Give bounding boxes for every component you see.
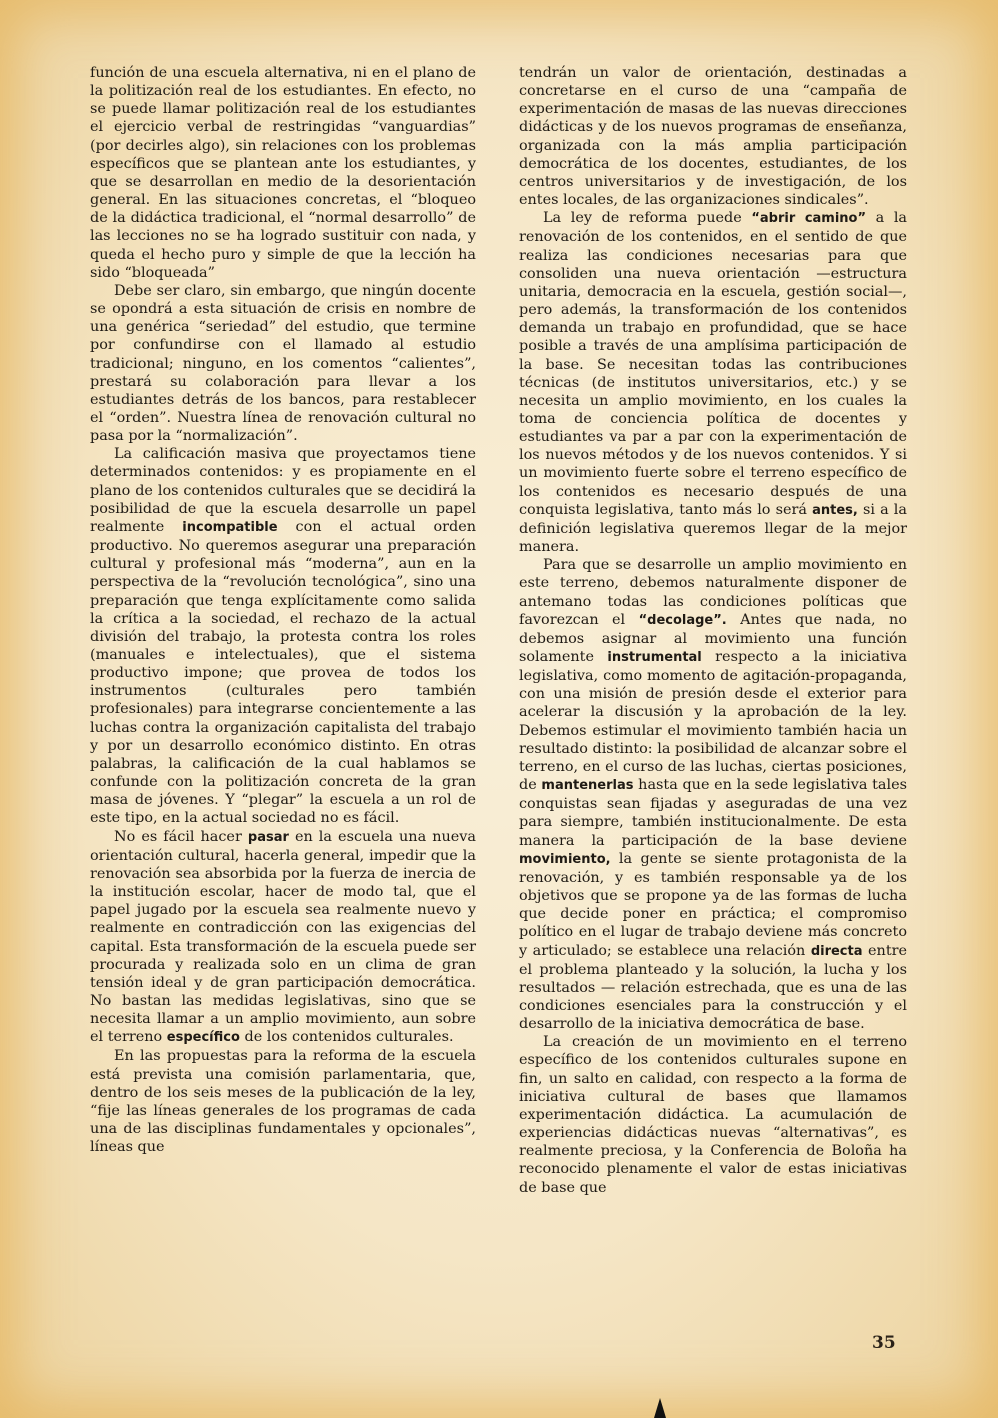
paragraph: La ley de reforma puede “abrir camino” a la renovación de los contenidos, en el sentido de que realiza las condiciones necesarias para que consoliden una nueva orientación —estructura unitaria, democracia en la escuela, gestión social—, pero además, la transformación de los contenidos demanda un trabajo en profundidad, que se hace posible a través de una amplísima participación de la base. Se necesitan todas las contribuciones técnicas (de institutos universitarios, etc.) y se necesita un amplio movimiento, en los cuales la toma de conciencia política de docentes y estudiantes va par a par con la experimentación de los nuevos métodos y de los nuevos contenidos. Y si un movimiento fuerte sobre el terreno específico de los contenidos es necesario después de una conquista legislativa, tanto más lo será antes, si a la definición legislativa queremos llegar de la mejor manera. xyxy=(519,210,908,556)
left-text-column xyxy=(90,64,476,1156)
paragraph: Para que se desarrolle un amplio movimiento en este terreno, debemos naturalmente disponer de antemano todas las condiciones políticas que favorezcan el “decolage”. Antes que nada, no debemos asignar al movimiento una función solamente instrumental respecto a la iniciativa legislativa, como momento de agitación-propaganda, con una misión de presión desde el exterior para acelerar la discusión y la aprobación de la ley. Debemos estimular el movimiento también hacia un resultado distinto: la posibilidad de alcanzar sobre el terreno, en el curso de las luchas, ciertas posiciones, de mantenerlas hasta que en la sede legislativa tales conquistas sean fijadas y aseguradas de una vez para siempre, también institucionalmente. De esta manera la participación de la base deviene movimiento, la gente se siente protagonista de la renovación, y es también responsable ya de los objetivos que se propone ya de las formas de lucha que decide poner en práctica; el compromiso político en el lugar de trabajo deviene más concreto y articulado; se establece una relación directa entre el problema planteado y la solución, la lucha y los resultados — relación estrechada, que es una de las condiciones esenciales para la construcción y el desarrollo de la iniciativa democrática de base. xyxy=(519,557,908,1033)
emphasis-incompatible: incompatible xyxy=(182,519,278,535)
emphasis-antes: antes, xyxy=(812,502,858,518)
paragraph-continued: tendrán un valor de orientación, destinadas a concretarse en el curso de una “campaña de experimentación de masas de las nuevas direcciones didácticas y de los nuevos programas de enseñanza, organizada con la más amplia participación democrática de los docentes, estudiantes, de los centros universitarios y de investigación, de los entes locales, de las organizaciones sindicales”. xyxy=(519,65,907,209)
emphasis-especifico: específico xyxy=(166,1030,240,1046)
emphasis-abrir-camino: “abrir camino” xyxy=(751,211,867,227)
paragraph: Debe ser claro, sin embargo, que ningún docente se opondrá a esta situación de crisis en nombre de una genérica “seriedad” del estudio, que termine por confundirse con el llamado al estudio tradicional; ninguno, en los comentos “calientes”, prestará su colaboración para llevar a los estudiantes detrás de los bancos, para restablecer el “orden”. Nuestra línea de renovación cultural no pasa por la “normalización”. xyxy=(90,282,476,445)
emphasis-mantenerlas: mantenerlas xyxy=(541,778,634,794)
emphasis-instrumental: instrumental xyxy=(607,650,702,665)
emphasis-movimiento: movimiento, xyxy=(519,851,611,867)
emphasis-pasar: pasar xyxy=(247,829,289,845)
paragraph: En las propuestas para la reforma de la escuela está prevista una comisión parlamentaria, que, dentro de los seis meses de la publicación de la ley, “fije las líneas generales de los programas de cada una de las disciplinas fundamentales y opcionales”, líneas que xyxy=(90,1048,476,1156)
paragraph: No es fácil hacer pasar en la escuela una nueva orientación cultural, hacerla general, impedir que la renovación sea absorbida por la fuerza de inercia de la institución escolar, hacer de modo tal, que el papel jugado por la escuela sea realmente nuevo y realmente en contradicción con las exigencias del capital. Esta transformación de la escuela puede ser procurada y realizada solo en un clima de gran tensión ideal y de gran participación democrática. No bastan las medidas legislativas, sino que se necesita llamar a un amplio movimiento, aun sobre el terreno específico de los contenidos culturales. xyxy=(90,828,476,1046)
paragraph: La calificación masiva que proyectamos tiene determinados contenidos: y es propiamente en el plano de los contenidos culturales que se decidirá la posibilidad de que la escuela desarrolle un papel realmente incompatible con el actual orden productivo. No queremos asegurar una preparación cultural y profesional más “moderna”, aun en la perspectiva de la “revolución tecnológica”, sino una preparación que tenga explícitamente como salida la crítica a la sociedad, el rechazo de la actual división del trabajo, la protesta contra los roles (manuales e intelectuales), que el sistema productivo impone; que provea de todos los instrumentos (culturales pero también profesionales) para integrarse concientemente a las luchas contra la organización capitalista del trabajo y por un desarrollo económico distinto. En otras palabras, la calificación de la cual hablamos se confunde con la politización concreta de la gran masa de jóvenes. Y “plegar” la escuela a un rol de este tipo, en la actual sociedad no es fácil. xyxy=(90,446,476,827)
emphasis-directa: directa xyxy=(810,943,863,959)
paragraph: La creación de un movimiento en el terreno específico de los contenidos culturales supone en fin, un salto en calidad, con respecto a la forma de iniciativa cultural de bases que llamamos experimentación didáctica. La acumulación de experiencias didácticas nuevas “alternativas”, es realmente preciosa, y la Conferencia de Boloña ha reconocido plenamente el valor de estas iniciativas de base que xyxy=(519,1034,907,1196)
paragraph-continued: función de una escuela alternativa, ni en el plano de la politización real de los estudiantes. En efecto, no se puede llamar politización real de los estudiantes el ejercicio verbal de restringidas “vanguardias” (por decirles algo), sin relaciones con los problemas específicos que se plantean ante los estudiantes, y que se desarrollan en medio de la desorientación general. En las situaciones concretas, el “bloqueo de la didáctica tradicional, el “normal desarrollo” de las lecciones no se ha logrado sustituir con nada, y queda el hecho puro y simple de que la lección ha sido “bloqueada” xyxy=(90,65,476,281)
page-number: 35 xyxy=(872,1333,896,1353)
emphasis-decolage: “decolage”. xyxy=(638,612,727,628)
right-text-column xyxy=(519,64,907,1197)
binding-mark xyxy=(654,1398,666,1418)
